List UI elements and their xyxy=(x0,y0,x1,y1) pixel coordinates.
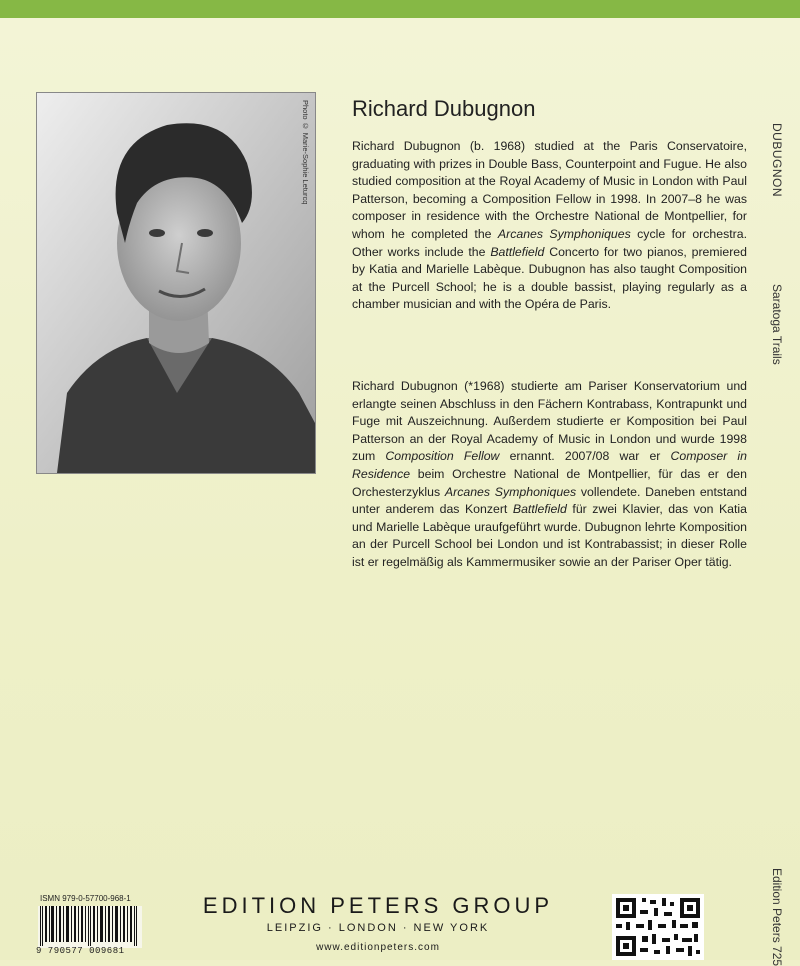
biography-german: Richard Dubugnon (*1968) studierte am Pariser Konservatorium und erlangte seinen Abschluss in den Fächern Kontrabass, Kontrapunkt und Fuge mit Auszeichnung. Außerdem studierte er Komposition bei Paul Patterson an der Royal Academy of Music in London und wurde 1998 zum Composition Fellow ernannt. 2007/08 war er Composer in Residence beim Orchestre National de Montpellier, für das er den Orchesterzyklus Arcanes Symphoniques vollendete. Daneben entstand unter anderem das Konzert Battlefield für zwei Klavier, das von Katia und Marielle Labèque uraufgeführt wurde. Dubugnon lehrte Komposition an der Purcell School bei London und ist Kontrabassist; in dieser Rolle ist er regelmäßig als Kammermusiker sowie an der Pariser Oper tätig. xyxy=(352,379,747,569)
biography-english: Richard Dubugnon (b. 1968) studied at the Paris Conservatoire, graduating with prizes in Double Bass, Counterpoint and Fugue. He also studied composition at the Royal Academy of Music in London with Paul Patterson, becoming a Composition Fellow in 1998. In 2007–8 he was composer in residence with the Orchestre National de Montpellier, for whom he completed the Arcanes Symphoniques cycle for orchestra. Other works include the Battlefield Concerto for two pianos, premiered by Katia and Marielle Labèque. Dubugnon has also taught Composition at the Purcell School; he is a double bassist, playing regularly as a chamber musician and with the Opéra de Paris. xyxy=(352,139,747,312)
barcode-icon xyxy=(38,906,142,948)
spine-edition-number: Edition Peters 725 xyxy=(770,868,784,966)
spine-composer: DUBUGNON xyxy=(770,123,784,198)
ismn-label: ISMN 979-0-57700-968-1 xyxy=(40,894,131,903)
publisher-cities: LEIPZIG · LONDON · NEW YORK xyxy=(266,922,490,934)
composer-portrait-photo xyxy=(36,92,316,474)
publisher-brand: EDITION PETERS GROUP xyxy=(202,893,554,918)
qr-code-icon[interactable] xyxy=(612,894,704,960)
photo-credit: Photo © Marie-Sophie Leturcq xyxy=(301,100,310,205)
top-color-band xyxy=(0,0,800,18)
composer-name-heading: Richard Dubugnon xyxy=(352,96,536,121)
spine-title: Saratoga Trails xyxy=(770,284,784,365)
barcode-digits: 9 790577 009681 xyxy=(36,946,125,956)
publisher-website[interactable]: www.editionpeters.com xyxy=(316,942,440,953)
